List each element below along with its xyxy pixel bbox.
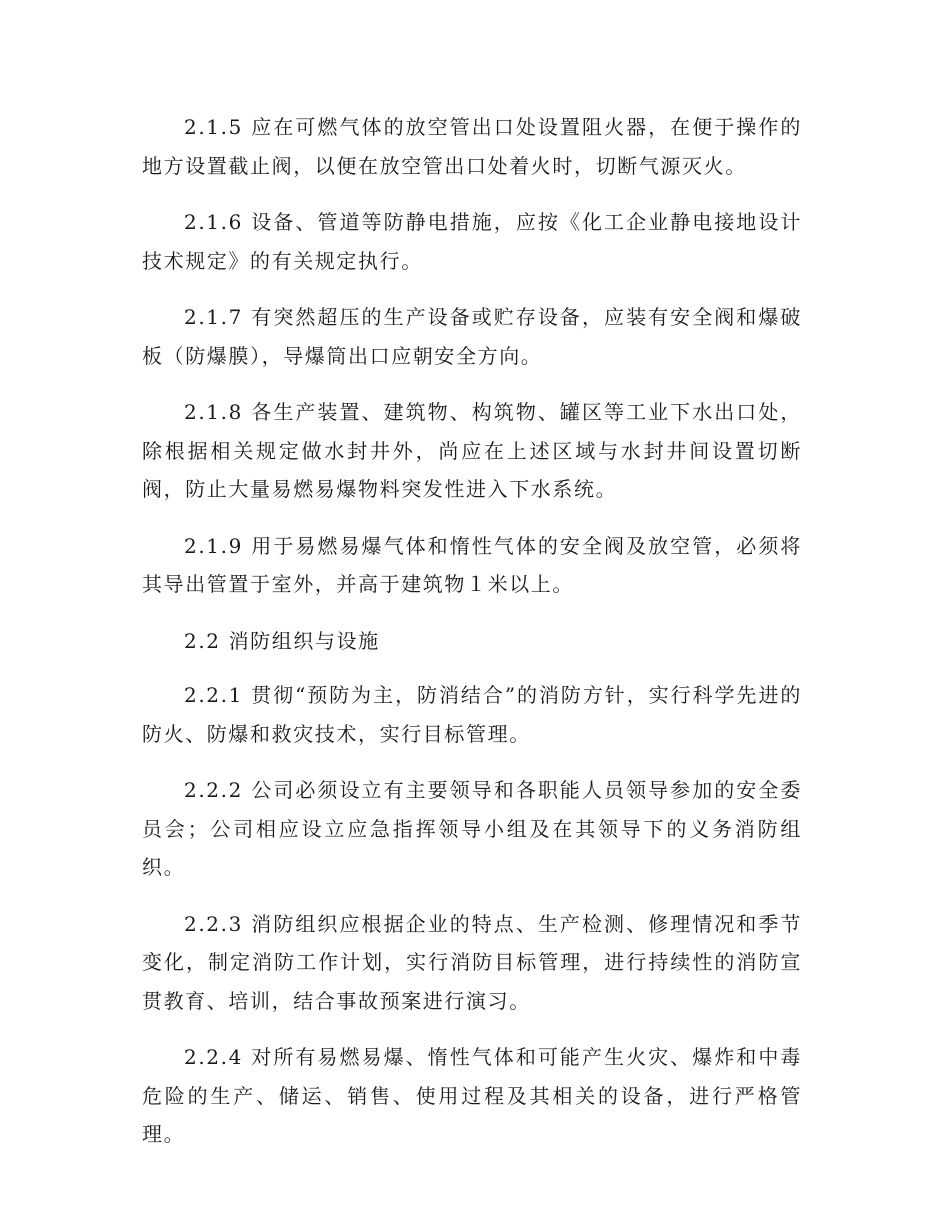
paragraph-2-1-5: 2.1.5 应在可燃气体的放空管出口处设置阻火器，在便于操作的地方设置截止阀，以便在放空管出口处着火时，切断气源灭火。 [142, 115, 802, 178]
paragraph-2-1-6: 2.1.6 设备、管道等防静电措施，应按《化工企业静电接地设计技术规定》的有关规定执行。 [142, 210, 802, 273]
section-heading-2-2: 2.2 消防组织与设施 [184, 628, 380, 653]
paragraph-2-1-8: 2.1.8 各生产装置、建筑物、构筑物、罐区等工业下水出口处，除根据相关规定做水封井外，尚应在上述区域与水封井间设置切断阀，防止大量易燃易爆物料突发性进入下水系统。 [142, 400, 802, 501]
paragraph-2-2-2: 2.2.2 公司必须设立有主要领导和各职能人员领导参加的安全委员会；公司相应设立应急指挥领导小组及在其领导下的义务消防组织。 [142, 778, 802, 879]
paragraph-2-1-9: 2.1.9 用于易燃易爆气体和惰性气体的安全阀及放空管，必须将其导出管置于室外，并高于建筑物１米以上。 [142, 533, 802, 596]
document-body [142, 108, 802, 1172]
paragraph-2-2-4: 2.2.4 对所有易燃易爆、惰性气体和可能产生火灾、爆炸和中毒危险的生产、储运、销售、使用过程及其相关的设备，进行严格管理。 [142, 1045, 802, 1146]
paragraph-2-2-3: 2.2.3 消防组织应根据企业的特点、生产检测、修理情况和季节变化，制定消防工作计划，实行消防目标管理，进行持续性的消防宣贯教育、培训，结合事故预案进行演习。 [142, 911, 802, 1013]
paragraph-2-1-7: 2.1.7 有突然超压的生产设备或贮存设备，应装有安全阀和爆破板（防爆膜），导爆筒出口应朝安全方向。 [142, 305, 802, 368]
paragraph-2-2-1: 2.2.1 贯彻“预防为主，防消结合”的消防方针，实行科学先进的防火、防爆和救灾技术，实行目标管理。 [142, 683, 802, 746]
